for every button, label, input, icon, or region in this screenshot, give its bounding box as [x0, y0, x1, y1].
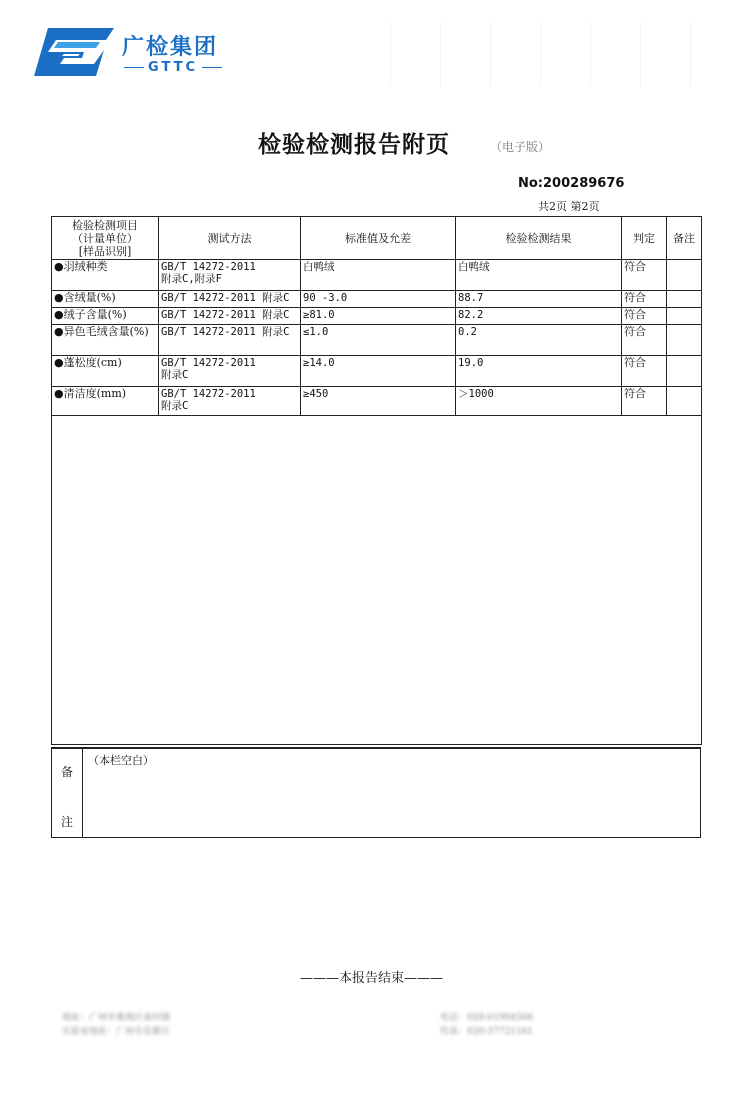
row-result: 19.0	[456, 356, 622, 387]
faint-background-lines	[380, 22, 720, 86]
row-item: ●绒子含量(%)	[52, 308, 159, 325]
row-method	[159, 356, 301, 387]
header-item	[52, 217, 159, 260]
row-method: GB/T 14272-2011 附录C	[159, 308, 301, 325]
table-row	[52, 325, 702, 356]
row-result: 82.2	[456, 308, 622, 325]
row-standard: ≥81.0	[301, 308, 456, 325]
footer-address: 地址：广州市番禺区南村镇	[62, 1013, 171, 1023]
remarks-text: （本栏空白）	[88, 754, 154, 767]
row-judgement: 符合	[622, 387, 667, 416]
footer-phone: 电话：020-61904566	[440, 1013, 534, 1023]
footer-lab-address: 实验室地址：广州市花都区	[62, 1027, 171, 1037]
remarks-box	[51, 747, 701, 838]
row-remark	[667, 260, 702, 291]
row-item: ●蓬松度(cm)	[52, 356, 159, 387]
report-end-text: ———本报告结束———	[300, 971, 444, 986]
header-item-line3: [样品识别]	[78, 244, 132, 258]
row-remark	[667, 291, 702, 308]
header-item-line1: 检验检测项目	[72, 218, 138, 232]
logo-chinese-name: 广检集团	[122, 35, 219, 60]
row-method-line2: 附录C,附录F	[161, 273, 222, 285]
row-judgement: 符合	[622, 260, 667, 291]
remarks-label-bottom: 注	[61, 815, 74, 829]
row-result: 白鸭绒	[456, 260, 622, 291]
row-result: 0.2	[456, 325, 622, 356]
table-row	[52, 356, 702, 387]
row-remark	[667, 356, 702, 387]
gttc-logo-icon	[34, 28, 114, 76]
row-method: GB/T 14272-2011 附录C	[159, 291, 301, 308]
row-method	[159, 387, 301, 416]
header-result: 检验检测结果	[456, 217, 622, 260]
row-standard: 90 -3.0	[301, 291, 456, 308]
company-logo	[34, 24, 244, 82]
row-result: 88.7	[456, 291, 622, 308]
header-standard: 标准值及允差	[301, 217, 456, 260]
table-row	[52, 260, 702, 291]
row-remark	[667, 308, 702, 325]
header-method: 测试方法	[159, 217, 301, 260]
row-method-line1: GB/T 14272-2011	[161, 261, 256, 273]
row-method	[159, 260, 301, 291]
edition-label: （电子版）	[490, 140, 551, 154]
results-table	[51, 216, 702, 745]
row-method-line2: 附录C	[161, 369, 189, 381]
row-standard: ≥450	[301, 387, 456, 416]
row-standard: ≤1.0	[301, 325, 456, 356]
row-item: ●含绒量(%)	[52, 291, 159, 308]
table-row	[52, 387, 702, 416]
row-result: ＞1000	[456, 387, 622, 416]
logo-english-name: GTTC	[120, 60, 226, 75]
row-remark	[667, 325, 702, 356]
row-item: ●异色毛绒含量(%)	[52, 325, 159, 356]
footer-fax: 传真：020-37721161	[440, 1027, 534, 1037]
blank-cell	[52, 416, 702, 745]
table-row	[52, 308, 702, 325]
row-judgement: 符合	[622, 325, 667, 356]
row-standard: ≥14.0	[301, 356, 456, 387]
report-title: 检验检测报告附页	[258, 132, 450, 158]
row-judgement: 符合	[622, 291, 667, 308]
row-method-line1: GB/T 14272-2011	[161, 388, 256, 400]
row-item: ●羽绒种类	[52, 260, 159, 291]
row-method: GB/T 14272-2011 附录C	[159, 325, 301, 356]
row-remark	[667, 387, 702, 416]
row-method-line1: GB/T 14272-2011	[161, 357, 256, 369]
row-judgement: 符合	[622, 356, 667, 387]
page-count: 共2页 第2页	[538, 200, 600, 213]
row-method-line2: 附录C	[161, 400, 189, 412]
row-standard: 白鸭绒	[301, 260, 456, 291]
remarks-label-top: 备	[61, 765, 74, 779]
remarks-label	[52, 749, 83, 837]
row-item: ●清洁度(mm)	[52, 387, 159, 416]
row-judgement: 符合	[622, 308, 667, 325]
header-item-line2: （计量单位）	[72, 231, 138, 245]
report-number: No:200289676	[518, 176, 625, 191]
table-blank-area	[52, 416, 702, 745]
header-remark: 备注	[667, 217, 702, 260]
table-header-row	[52, 217, 702, 260]
table-row	[52, 291, 702, 308]
header-judgement: 判定	[622, 217, 667, 260]
